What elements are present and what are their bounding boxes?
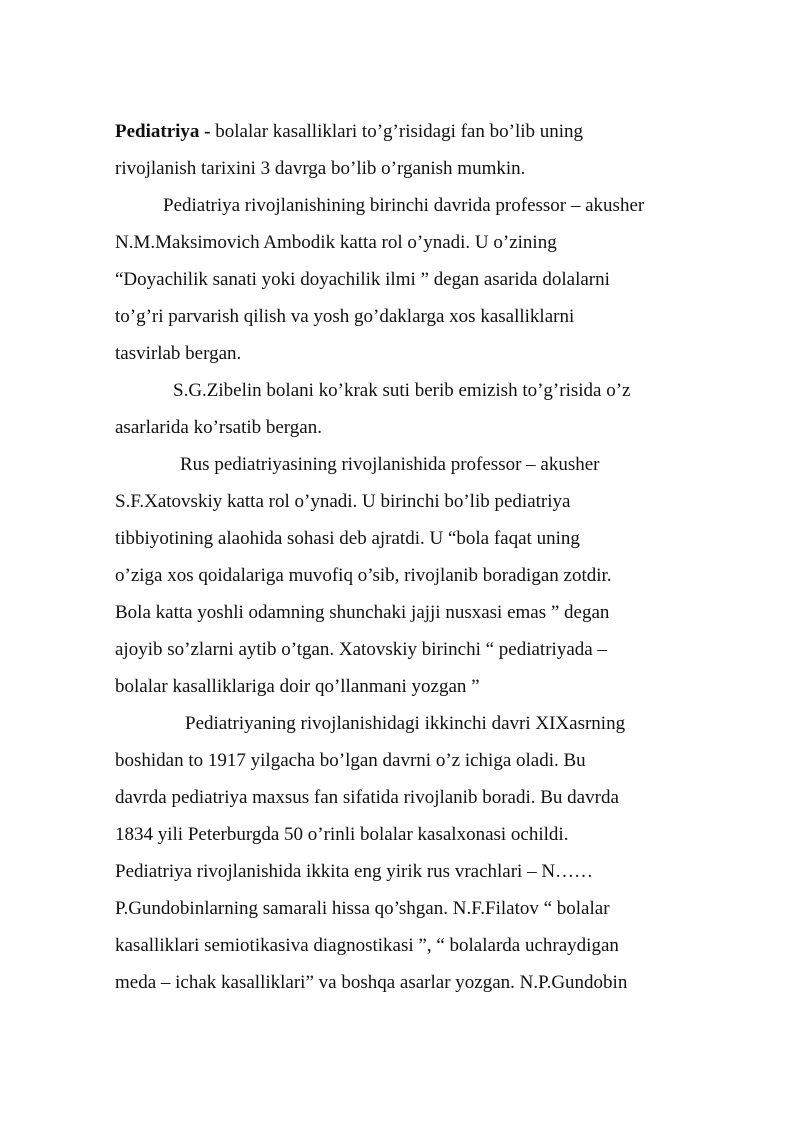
text-line: ajoyib so’zlarni aytib o’tgan. Xatovskiy birinchi “ pediatriyada – xyxy=(115,639,607,660)
text-line: rivojlanish tarixini 3 davrga bo’lib o’rganish mumkin. xyxy=(115,158,526,179)
text-line: “Doyachilik sanati yoki doyachilik ilmi ” degan asarida dolalarni xyxy=(115,269,610,290)
text-line: N.M.Maksimovich Ambodik katta rol o’ynadi. U o’zining xyxy=(115,232,557,253)
text-line: meda – ichak kasalliklari” va boshqa asarlar yozgan. N.P.Gundobin xyxy=(115,972,628,993)
text-line: P.Gundobinlarning samarali hissa qo’shgan. N.F.Filatov “ bolalar xyxy=(115,898,610,919)
text-line: o’ziga xos qoidalariga muvofiq o’sib, rivojlanib boradigan zotdir. xyxy=(115,565,612,586)
text-line: kasalliklari semiotikasiva diagnostikasi ”, “ bolalarda uchraydigan xyxy=(115,935,619,956)
text-line: davrda pediatriya maxsus fan sifatida rivojlanib boradi. Bu davrda xyxy=(115,787,619,808)
text-line: S.G.Zibelin bolani ko’krak suti berib emizish to’g’risida o’z xyxy=(173,380,631,401)
text-line xyxy=(115,120,583,144)
text-line: to’g’ri parvarish qilish va yosh go’daklarga xos kasalliklarni xyxy=(115,306,575,327)
text-line: Pediatriya rivojlanishida ikkita eng yirik rus vrachlari – N…… xyxy=(115,861,594,882)
text-line: tibbiyotining alaohida sohasi deb ajratdi. U “bola faqat uning xyxy=(115,528,580,549)
text-line: Pediatriyaning rivojlanishidagi ikkinchi davri XIXasrning xyxy=(185,713,626,734)
line-text: bolalar kasalliklari to’g’risidagi fan bo’lib uning xyxy=(210,121,584,142)
text-line: boshidan to 1917 yilgacha bo’lgan davrni o’z ichiga oladi. Bu xyxy=(115,750,586,771)
text-line: Pediatriya rivojlanishining birinchi davrida professor – akusher xyxy=(163,195,645,216)
text-line: S.F.Xatovskiy katta rol o’ynadi. U birinchi bo’lib pediatriya xyxy=(115,491,571,512)
text-line: asarlarida ko’rsatib bergan. xyxy=(115,417,322,438)
text-line: Rus pediatriyasining rivojlanishida professor – akusher xyxy=(180,454,600,475)
text-line: Bola katta yoshli odamning shunchaki jajji nusxasi emas ” degan xyxy=(115,602,610,623)
text-line: 1834 yili Peterburgda 50 o’rinli bolalar kasalxonasi ochildi. xyxy=(115,824,569,845)
text-line: bolalar kasalliklariga doir qo’llanmani yozgan ” xyxy=(115,676,480,697)
term-heading: Pediatriya - xyxy=(115,121,211,142)
text-line: tasvirlab bergan. xyxy=(115,343,242,364)
